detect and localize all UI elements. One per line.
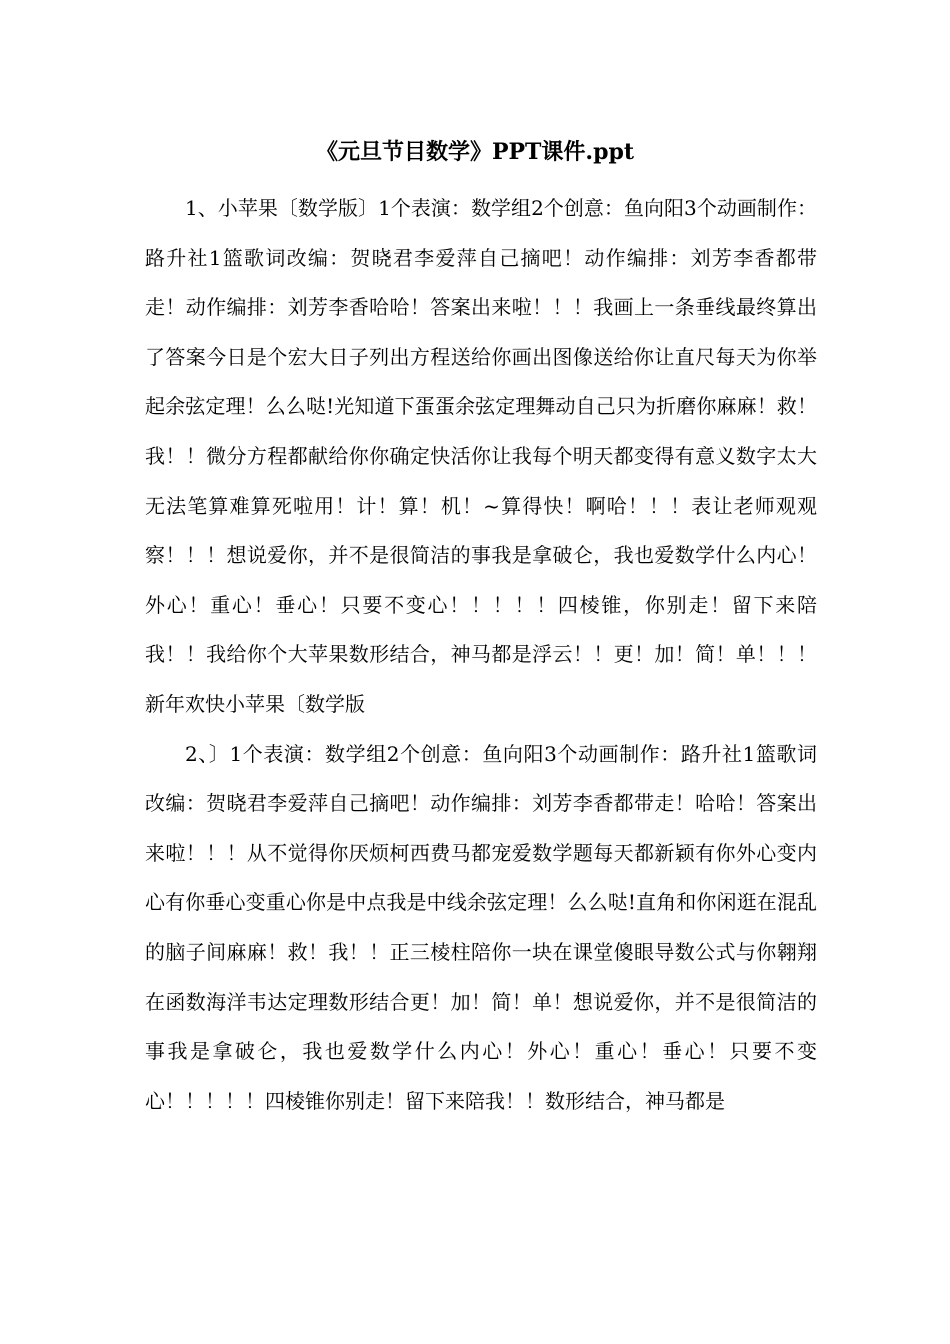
document-body	[145, 184, 817, 1126]
paragraph-1: 1、小苹果〔数学版〕1个表演：数学组2个创意：鱼向阳3个动画制作：路升社1篮歌词改编：贺晓君李爱萍自己摘吧！动作编排：刘芳李香都带走！动作编排：刘芳李香哈哈！答案出来啦！！！我画上一条垂线最终算出了答案今日是个宏大日子列出方程送给你画出图像送给你让直尺每天为你举起余弦定理！么么哒!光知道下蛋蛋余弦定理舞动自己只为折磨你麻麻！救！我！！微分方程都献给你你确定快活你让我每个明天都变得有意义数字太大无法笔算难算死啦用！计！算！机！~算得快！啊哈！！！表让老师观观察！！！想说爱你，并不是很简洁的事我是拿破仑，我也爱数学什么内心！外心！重心！垂心！只要不变心！！！！！四棱锥，你别走！留下来陪我！！我给你个大苹果数形结合，神马都是浮云！！更！加！简！单！！！新年欢快小苹果〔数学版	[145, 196, 817, 716]
document-title: 《元旦节目数学》PPT课件.ppt	[315, 139, 635, 165]
paragraph-2: 2、〕1个表演：数学组2个创意：鱼向阳3个动画制作：路升社1篮歌词改编：贺晓君李爱萍自己摘吧！动作编排：刘芳李香都带走！哈哈！答案出来啦！！！从不觉得你厌烦柯西费马都宠爱数学题每天都新颖有你外心变内心有你垂心变重心你是中点我是中线余弦定理！么么哒!直角和你闲逛在混乱的脑子间麻麻！救！我！！正三棱柱陪你一块在课堂傻眼导数公式与你翱翔在函数海洋韦达定理数形结合更！加！简！单！想说爱你，并不是很简洁的事我是拿破仑，我也爱数学什么内心！外心！重心！垂心！只要不变心！！！！！四棱锥你别走！留下来陪我！！数形结合，神马都是	[145, 741, 817, 1113]
